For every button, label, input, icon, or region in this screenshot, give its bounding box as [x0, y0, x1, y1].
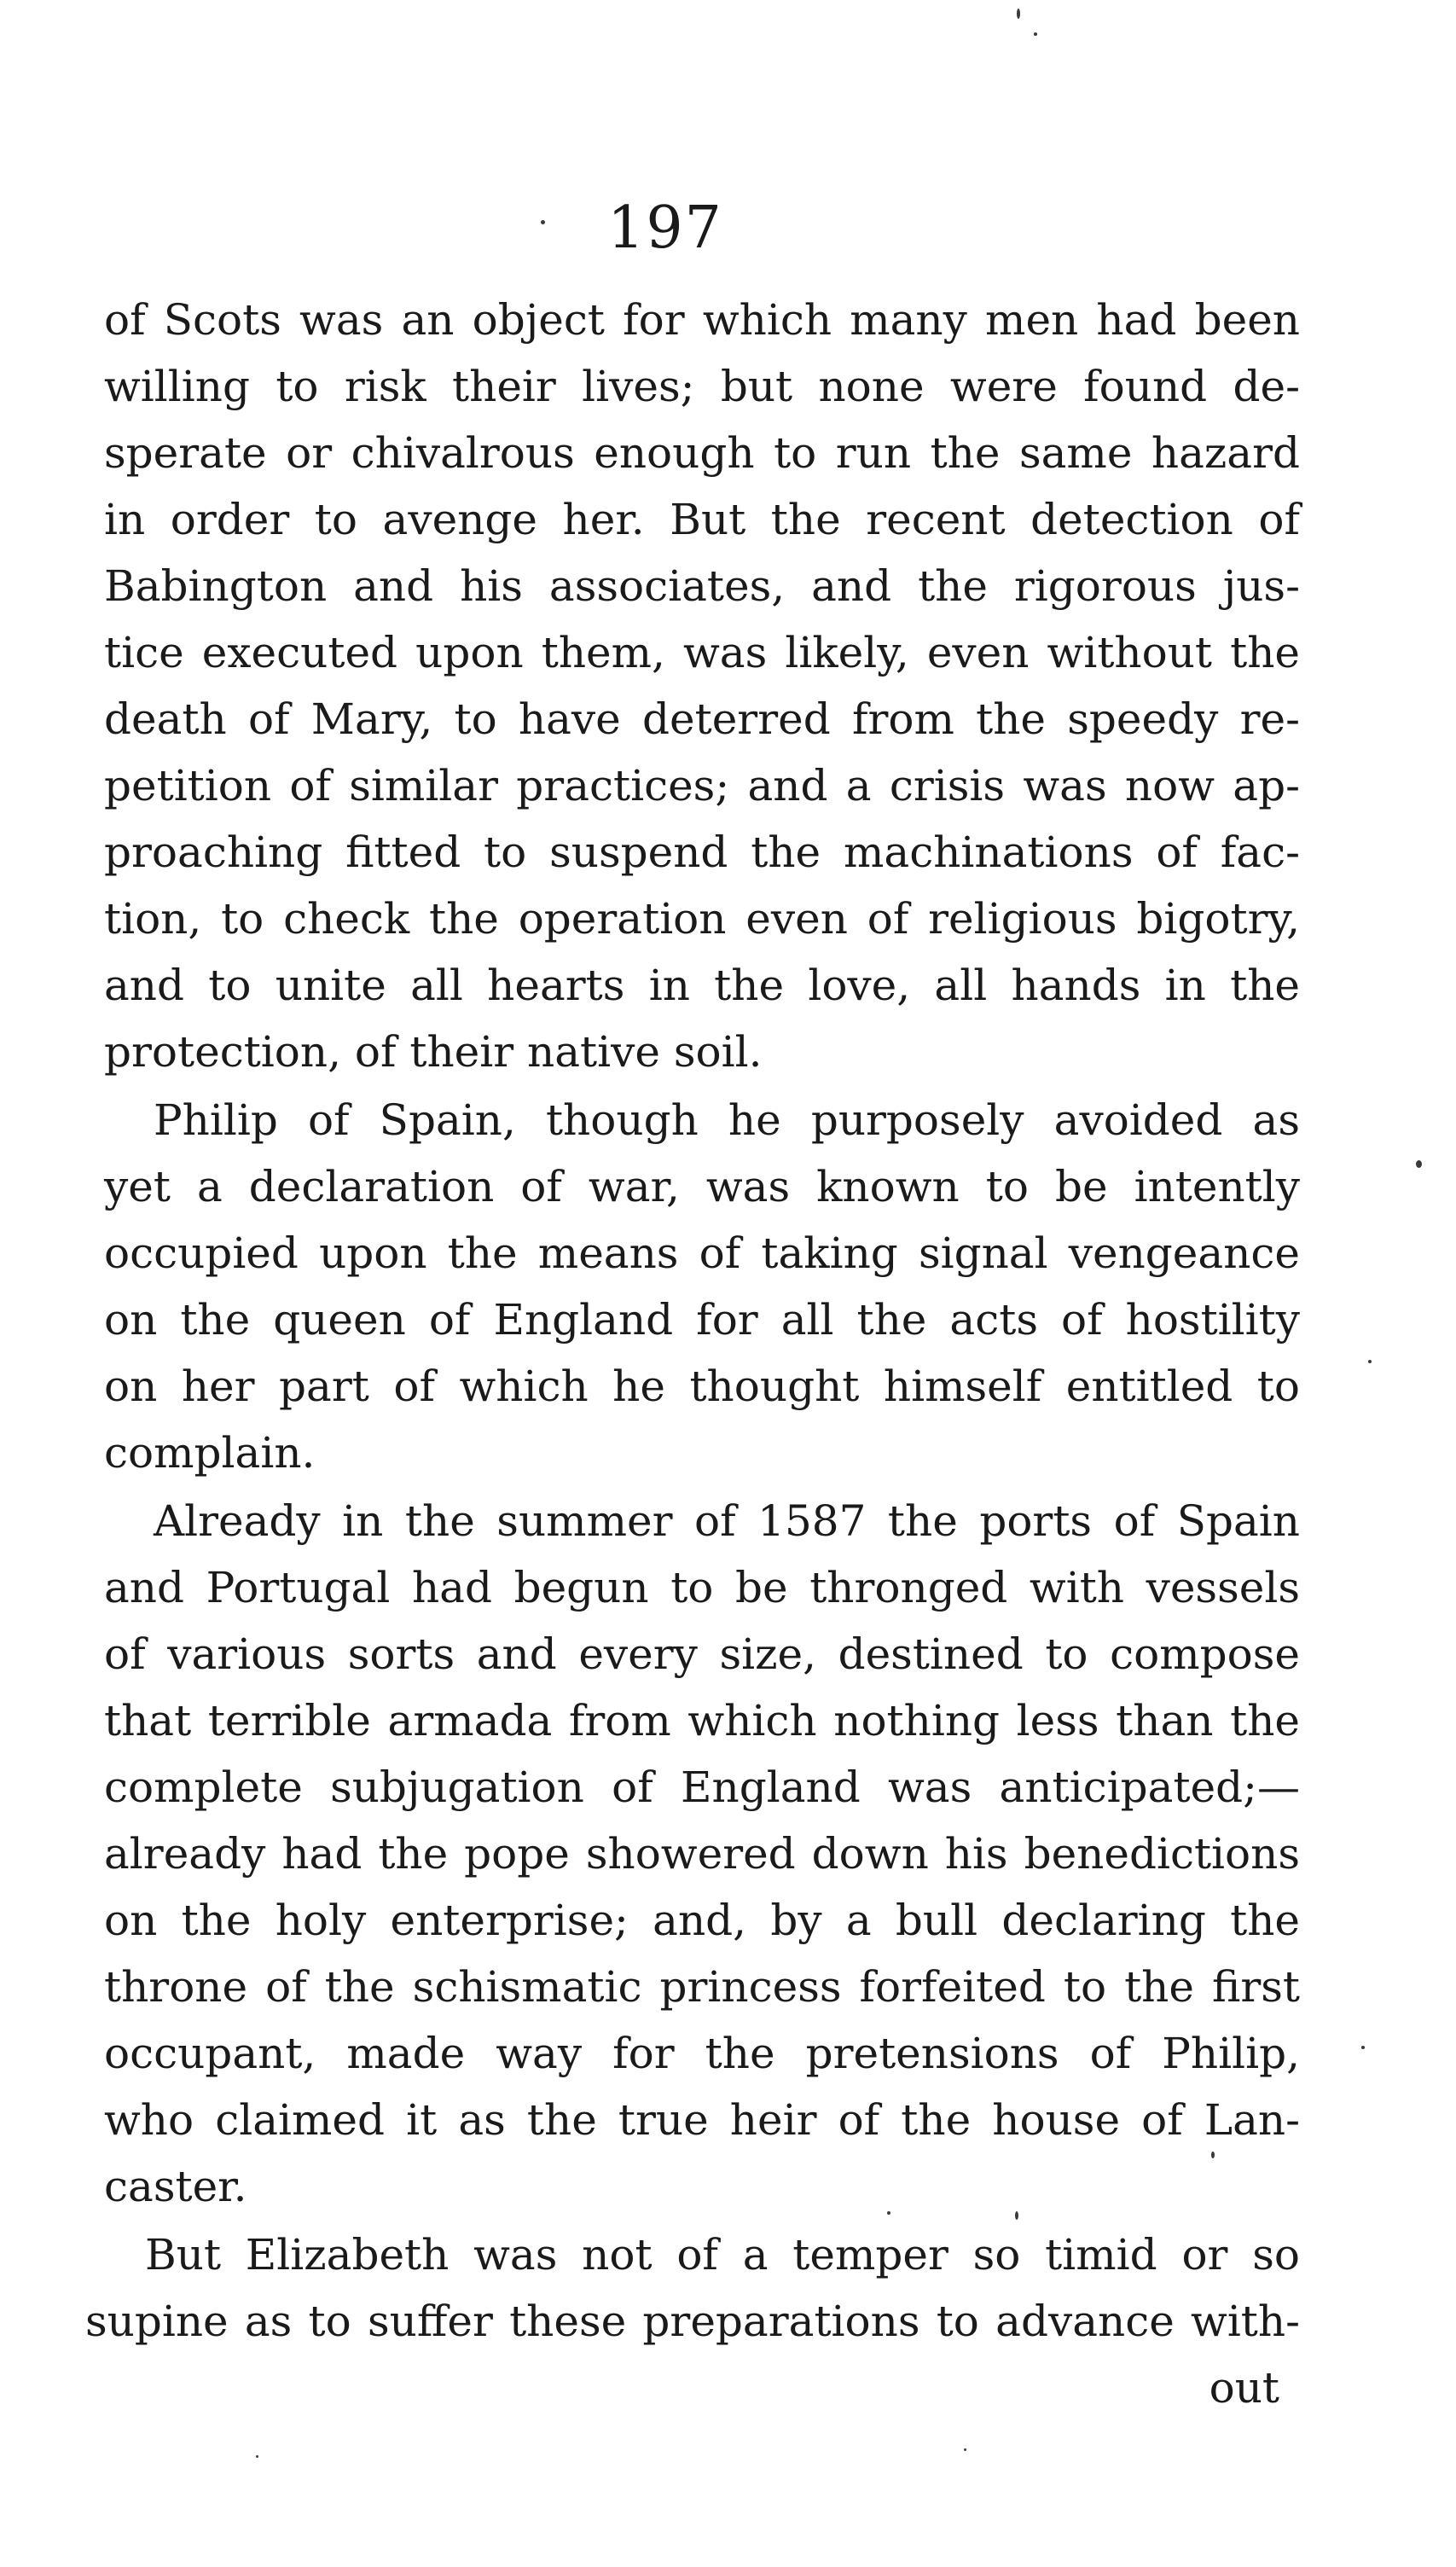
scan-speck: [887, 2211, 890, 2215]
scan-speck: [1361, 2046, 1365, 2049]
text-line: and to unite all hearts in the love, all hands in the: [104, 961, 1300, 1010]
text-line: petition of similar practices; and a crisis was now ap-: [104, 761, 1300, 810]
page-number: 197: [607, 195, 723, 262]
text-line: and Portugal had begun to be thronged with vessels: [104, 1563, 1300, 1612]
catchword: out: [1209, 2363, 1279, 2413]
text-line: death of Mary, to have deterred from the speedy re-: [104, 694, 1300, 744]
text-line: throne of the schismatic princess forfeited to the first: [104, 1962, 1300, 2012]
text-line: of various sorts and every size, destined to compose: [104, 1629, 1300, 1679]
text-line: willing to risk their lives; but none were found de-: [104, 362, 1300, 411]
scan-speck: [1368, 1360, 1372, 1363]
text-line: caster.: [104, 2162, 247, 2211]
text-line: sperate or chivalrous enough to run the same hazard: [104, 428, 1300, 478]
text-line: complain.: [104, 1428, 316, 1478]
text-line: proaching fitted to suspend the machinations of fac-: [104, 828, 1300, 877]
scan-speck: [964, 2448, 966, 2451]
text-line: Philip of Spain, though he purposely avoided as: [154, 1095, 1300, 1145]
text-line: occupied upon the means of taking signal vengeance: [104, 1228, 1300, 1278]
text-line: in order to avenge her. But the recent detection of: [104, 495, 1300, 544]
text-line: on her part of which he thought himself entitled to: [104, 1362, 1300, 1411]
text-line: yet a declaration of war, was known to be intently: [104, 1162, 1300, 1211]
text-line: already had the pope showered down his benedictions: [104, 1829, 1300, 1879]
scan-speck: [1015, 2211, 1018, 2220]
text-line: protection, of their native soil.: [104, 1027, 763, 1077]
scan-speck: [1416, 1160, 1422, 1168]
text-line: that terrible armada from which nothing less than the: [104, 1696, 1300, 1745]
scan-speck: [1034, 32, 1037, 36]
scan-speck: [541, 220, 545, 224]
text-line: complete subjugation of England was anticipated;—: [104, 1763, 1300, 1812]
text-line: on the holy enterprise; and, by a bull declaring the: [104, 1896, 1300, 1945]
text-line: But Elizabeth was not of a temper so timid or so: [145, 2230, 1300, 2280]
text-line: Babington and his associates, and the rigorous jus-: [104, 561, 1300, 611]
text-line: tion, to check the operation even of religious bigotry,: [104, 894, 1300, 944]
text-line: supine as to suffer these preparations to advance with-: [85, 2297, 1300, 2346]
scan-speck: [256, 2455, 258, 2458]
scan-speck: [1211, 2152, 1215, 2158]
scan-speck: [1017, 9, 1020, 19]
text-line: tice executed upon them, was likely, even without the: [104, 628, 1300, 677]
text-line: Already in the summer of 1587 the ports of Spain: [154, 1496, 1300, 1546]
text-line: on the queen of England for all the acts of hostility: [104, 1295, 1300, 1344]
text-line: occupant, made way for the pretensions of Philip,: [104, 2029, 1300, 2078]
text-line: of Scots was an object for which many men had been: [104, 295, 1300, 345]
text-line: who claimed it as the true heir of the house of Lan-: [104, 2095, 1300, 2145]
